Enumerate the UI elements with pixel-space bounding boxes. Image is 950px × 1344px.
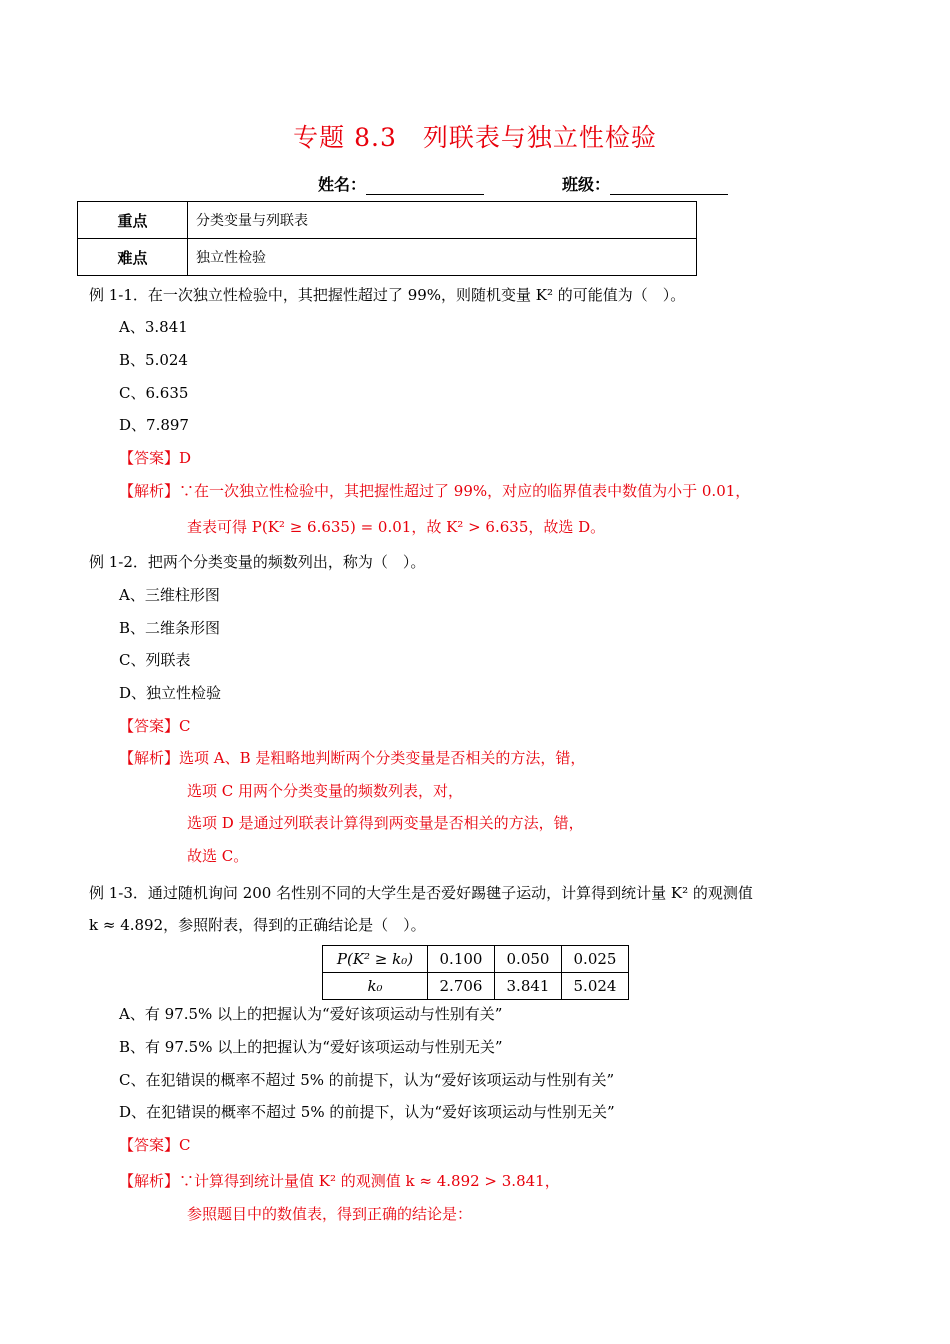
critical-value-table <box>322 945 629 1000</box>
q1-option-d: D、7.897 <box>119 416 189 434</box>
difficulty-value: 独立性检验 <box>188 239 697 276</box>
q1-answer: 【答案】D <box>119 449 192 467</box>
class-field <box>562 172 728 195</box>
table-row <box>323 946 629 973</box>
key-label: 重点 <box>78 202 188 239</box>
q1-option-c: C、6.635 <box>119 384 189 402</box>
q2-stem: 例 1-2．把两个分类变量的频数列出，称为（ ）。 <box>89 553 426 571</box>
q3-analysis-line-1: 【解析】∵计算得到统计量值 K² 的观测值 k ≈ 4.892 > 3.841， <box>119 1172 560 1190</box>
q3-option-a: A、有 97.5% 以上的把握认为“爱好该项运动与性别有关” <box>119 1005 503 1023</box>
q2-option-a: A、三维柱形图 <box>119 586 220 604</box>
q2-option-d: D、独立性检验 <box>119 684 222 702</box>
q2-analysis-line-1: 【解析】选项 A、B 是粗略地判断两个分类变量是否相关的方法，错， <box>119 749 586 767</box>
table-cell: 2.706 <box>428 973 495 1000</box>
q2-option-c: C、列联表 <box>119 651 191 669</box>
difficulty-label: 难点 <box>78 239 188 276</box>
q2-analysis-line-3: 选项 D 是通过列联表计算得到两变量是否相关的方法，错， <box>187 814 584 832</box>
table-cell: 3.841 <box>495 973 562 1000</box>
q1-analysis-line-2: 查表可得 P(K² ≥ 6.635) = 0.01，故 K² > 6.635，故选 D。 <box>187 518 606 536</box>
key-points-table <box>77 201 697 276</box>
q3-option-b: B、有 97.5% 以上的把握认为“爱好该项运动与性别无关” <box>119 1038 503 1056</box>
table-row <box>78 202 697 239</box>
class-label: 班级： <box>562 175 611 194</box>
name-field <box>318 172 484 195</box>
table-cell: 5.024 <box>562 973 629 1000</box>
q2-answer: 【答案】C <box>119 717 191 735</box>
q1-option-a: A、3.841 <box>119 318 188 336</box>
table-row <box>323 973 629 1000</box>
q1-analysis-line-1: 【解析】∵在一次独立性检验中，其把握性超过了 99%，对应的临界值表中数值为小于 0.01， <box>119 482 751 500</box>
table-cell: 0.100 <box>428 946 495 973</box>
q2-analysis-line-4: 故选 C。 <box>187 847 249 865</box>
table-cell: 0.050 <box>495 946 562 973</box>
table-cell: P(K² ≥ k₀) <box>323 946 428 973</box>
q2-analysis-line-2: 选项 C 用两个分类变量的频数列表，对， <box>187 782 464 800</box>
name-label: 姓名： <box>318 175 367 194</box>
name-blank <box>366 178 484 195</box>
key-value: 分类变量与列联表 <box>188 202 697 239</box>
q3-answer: 【答案】C <box>119 1136 191 1154</box>
q3-stem-line-1: 例 1-3．通过随机询问 200 名性别不同的大学生是否爱好踢毽子运动，计算得到统计量 K² 的观测值 <box>89 884 753 902</box>
table-row <box>78 239 697 276</box>
q2-option-b: B、二维条形图 <box>119 619 221 637</box>
q1-option-b: B、5.024 <box>119 351 188 369</box>
q3-analysis-line-2: 参照题目中的数值表，得到正确的结论是： <box>187 1205 473 1223</box>
q3-option-c: C、在犯错误的概率不超过 5% 的前提下，认为“爱好该项运动与性别有关” <box>119 1071 615 1089</box>
q3-option-d: D、在犯错误的概率不超过 5% 的前提下，认为“爱好该项运动与性别无关” <box>119 1103 615 1121</box>
q3-stem-line-2: k ≈ 4.892，参照附表，得到的正确结论是（ ）。 <box>89 916 426 934</box>
page-title: 专题 8.3 列联表与独立性检验 <box>293 123 657 152</box>
table-cell: 0.025 <box>562 946 629 973</box>
table-cell: k₀ <box>323 973 428 1000</box>
q1-stem: 例 1-1．在一次独立性检验中，其把握性超过了 99%，则随机变量 K² 的可能值为（ ）。 <box>89 286 686 304</box>
class-blank <box>610 178 728 195</box>
